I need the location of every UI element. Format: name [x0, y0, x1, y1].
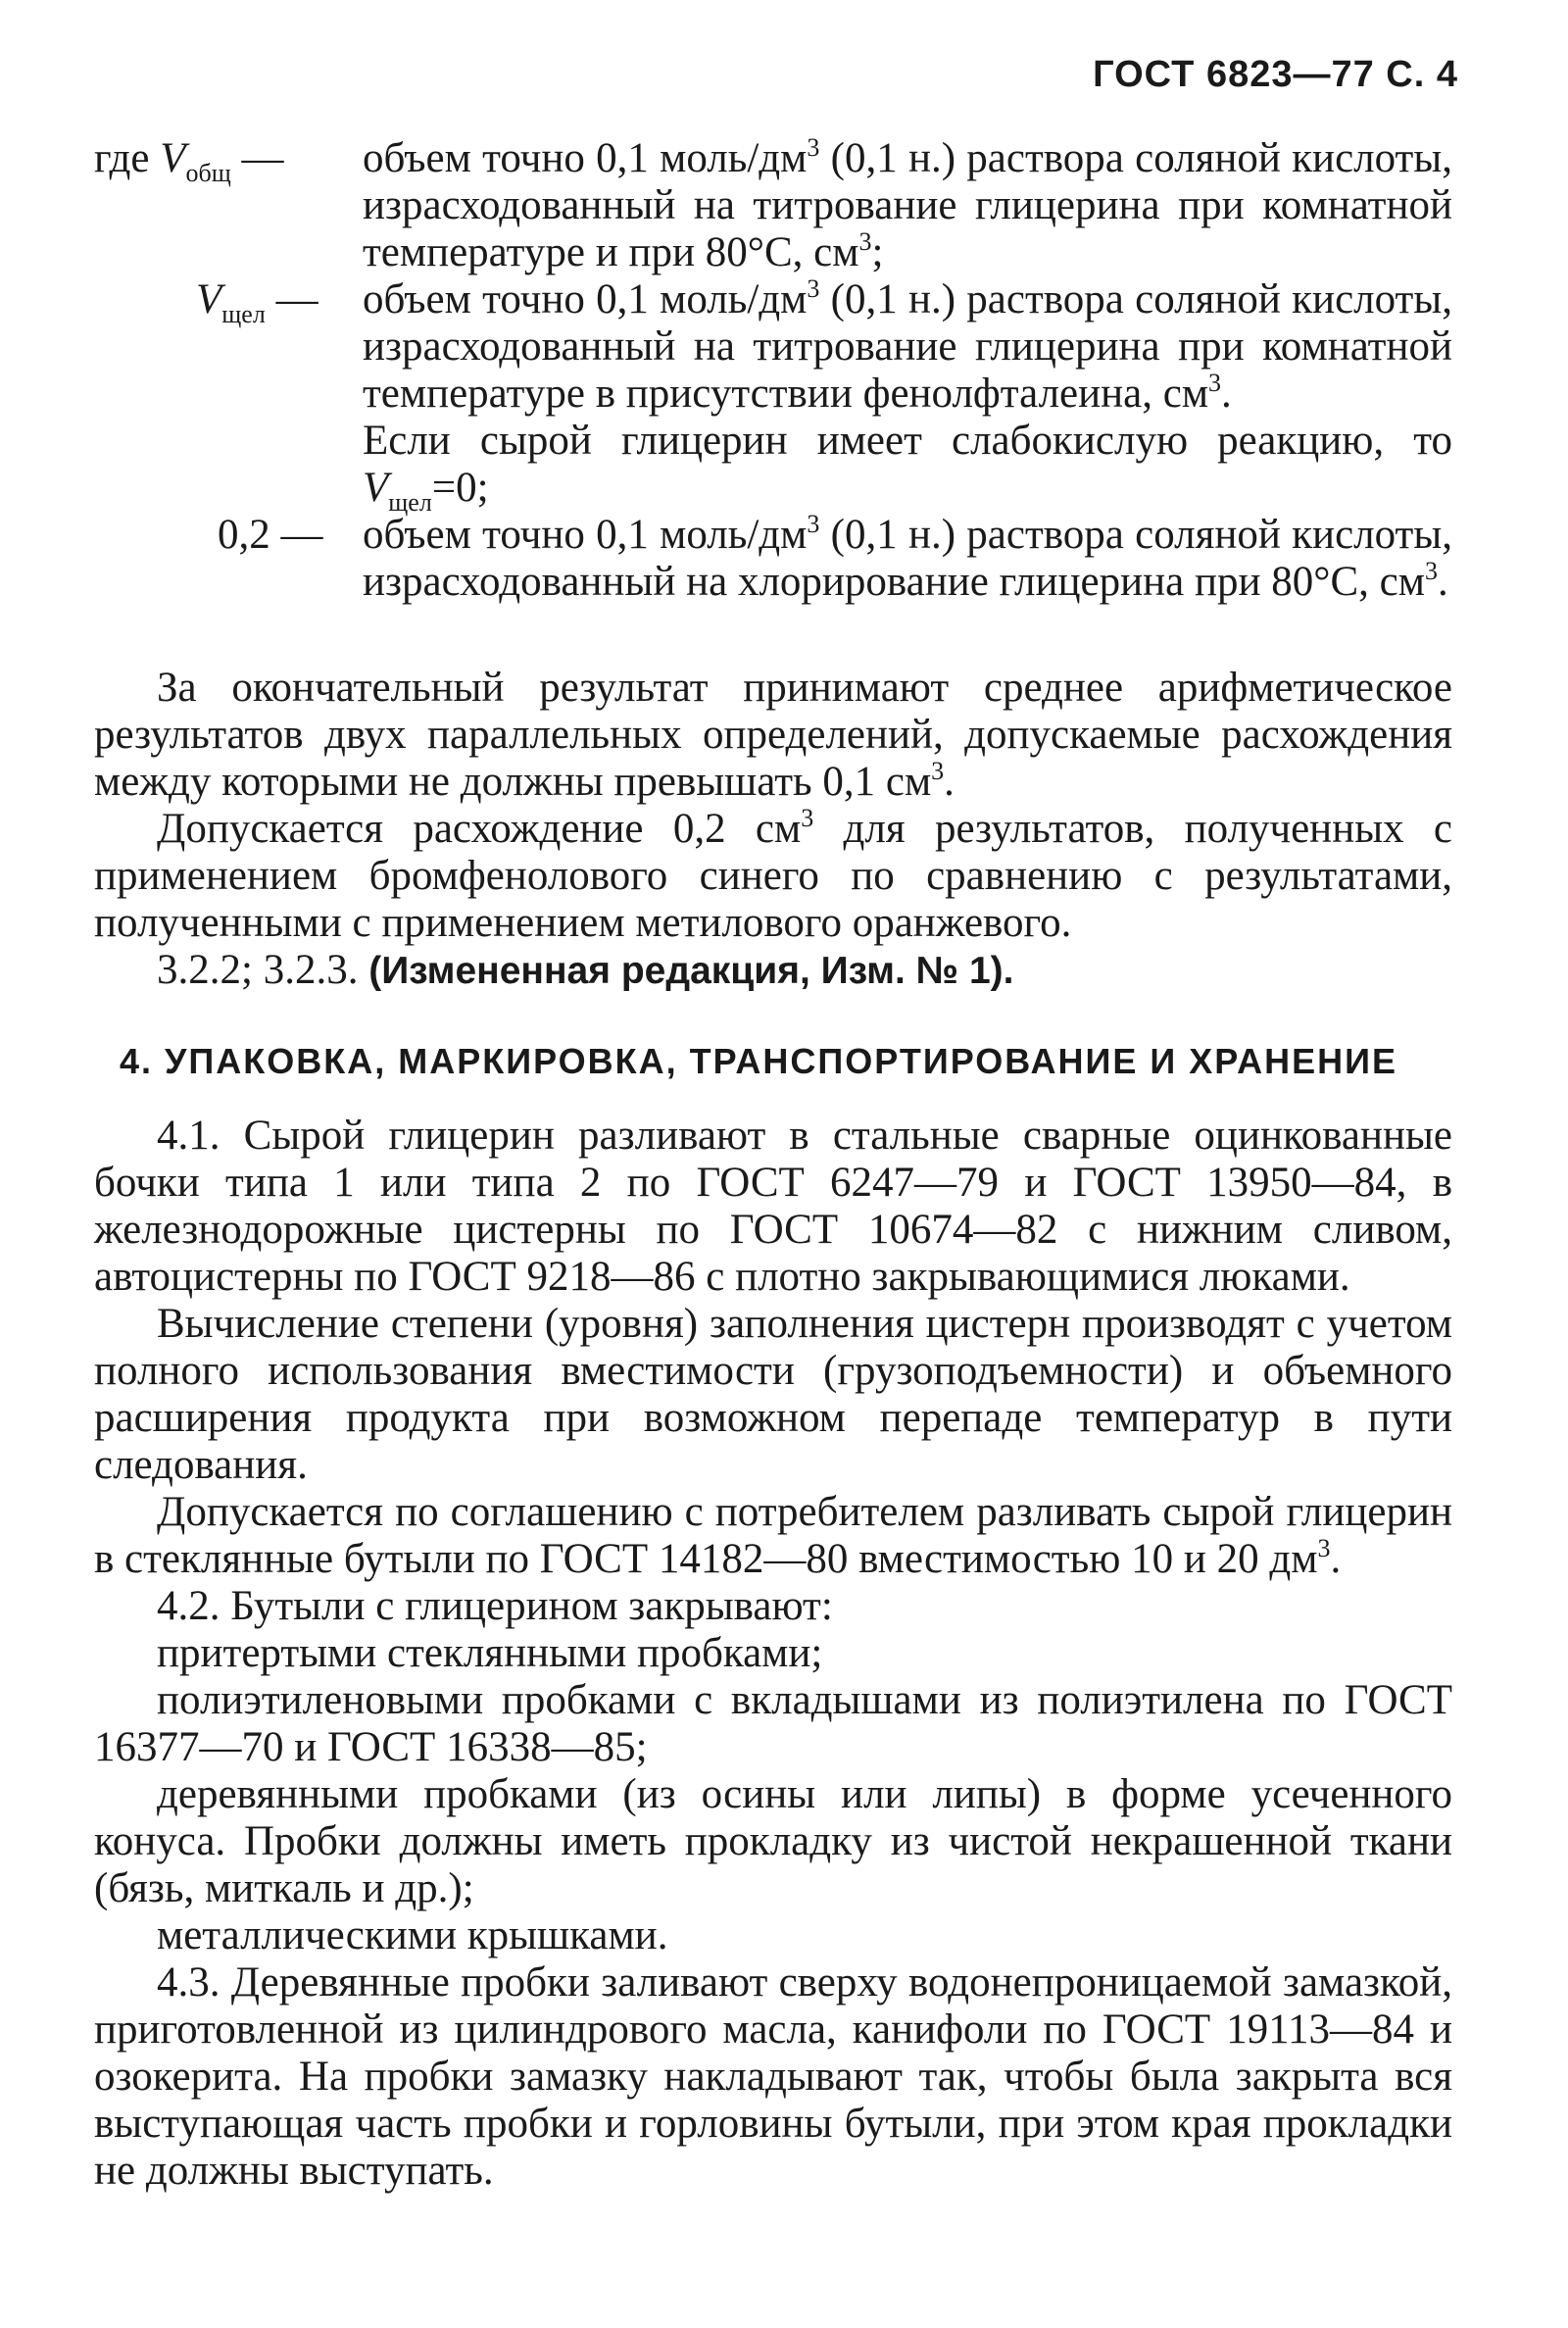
list-item: деревянными пробками (из осины или липы) в форме усеченного конуса. Пробки должны иметь прокладку из чистой некрашенной ткани (бязь, миткаль и др.); [94, 1771, 1452, 1911]
definitions-list [0, 135, 1568, 606]
definition-item [0, 135, 1568, 276]
paragraph: За окончательный результат принимают среднее арифметическое результатов двух параллельных определений, допускаемые расхождения между которыми не должны превышать 0,1 $см^3$. [94, 665, 1452, 805]
paragraph: 4.1. Сырой глицерин разливают в стальные сварные оцинкованные бочки типа 1 или типа 2 по ГОСТ 6247—79 и ГОСТ 13950—84, в железнодорожные цистерны по ГОСТ 10674—82 с нижним сливом, автоцистерны по ГОСТ 9218—86 с плотно закрывающимися люками. [94, 1113, 1452, 1300]
section-heading: 4. УПАКОВКА, МАРКИРОВКА, ТРАНСПОРТИРОВАНИЕ И ХРАНЕНИЕ [120, 1041, 1397, 1081]
paragraph: Вычисление степени (уровня) заполнения цистерн производят с учетом полного использования вместимости (грузоподъемности) и объемного расширения продукта при возможном перепаде температур в пути следования. [94, 1301, 1452, 1488]
definition-symbol: 0,2 — [218, 512, 323, 558]
paragraph: 4.3. Деревянные пробки заливают сверху водонепроницаемой замазкой, приготовленной из цилиндрового масла, канифоли по ГОСТ 19113—84 и озокерита. На пробки замазку накладывают так, чтобы была закрыта вся выступающая часть пробки и горловины бутыли, при этом края прокладки не должны выступать. [94, 1959, 1452, 2194]
paragraph: Допускается по соглашению с потребителем разливать сырой глицерин в стеклянные бутыли по ГОСТ 14182—80 вместимостью 10 и 20 $дм^3$. [94, 1489, 1452, 1582]
amendment-note: (Измененная редакция, Изм. № 1). [368, 950, 1014, 992]
list-item: металлическими крышками. [157, 1912, 668, 1958]
paragraph: 4.2. Бутыли с глицерином закрывают: [157, 1583, 833, 1629]
definition-text: объем точно 0,1 моль/$дм^3$ (0,1 н.) раствора соляной кислоты, израсходованный на титрование глицерина при комнатной температуре и при 80°С, $см^3$; [363, 133, 1452, 275]
definition-symbol: где $V_{общ}$ — [94, 135, 284, 187]
definition-item [0, 274, 1568, 517]
definition-text: объем точно 0,1 моль/$дм^3$ (0,1 н.) раствора соляной кислоты, израсходованный на титрование глицерина при комнатной температуре в присутствии фенолфталеина, $см^3$. Если сырой глицерин имеет слабокислую реакцию, то $V_{щел}=0$; [363, 274, 1452, 517]
definition-symbol: $V_{щел}$ — [196, 276, 318, 328]
definition-item [0, 512, 1568, 606]
paragraph: 3.2.2; 3.2.3. (Измененная редакция, Изм. № 1). [157, 947, 1014, 993]
main-text [94, 665, 1452, 2195]
paragraph: Допускается расхождение 0,2 $см^3$ для результатов, полученных с применением бромфенолового синего по сравнению с результатами, полученными с применением метилового оранжевого. [94, 804, 1453, 946]
list-item: притертыми стеклянными пробками; [157, 1630, 823, 1676]
definition-note: Если сырой глицерин имеет слабокислую реакцию, то $V_{щел}=0$; [363, 418, 1452, 517]
list-item: полиэтиленовыми пробками с вкладышами из полиэтилена по ГОСТ 16377—70 и ГОСТ 16338—85; [94, 1677, 1452, 1770]
page-header: ГОСТ 6823—77 С. 4 [1093, 54, 1458, 95]
definition-text: объем точно 0,1 моль/$дм^3$ (0,1 н.) раствора соляной кислоты, израсходованный на хлорирование глицерина при 80°С, $см^3$. [363, 510, 1452, 605]
